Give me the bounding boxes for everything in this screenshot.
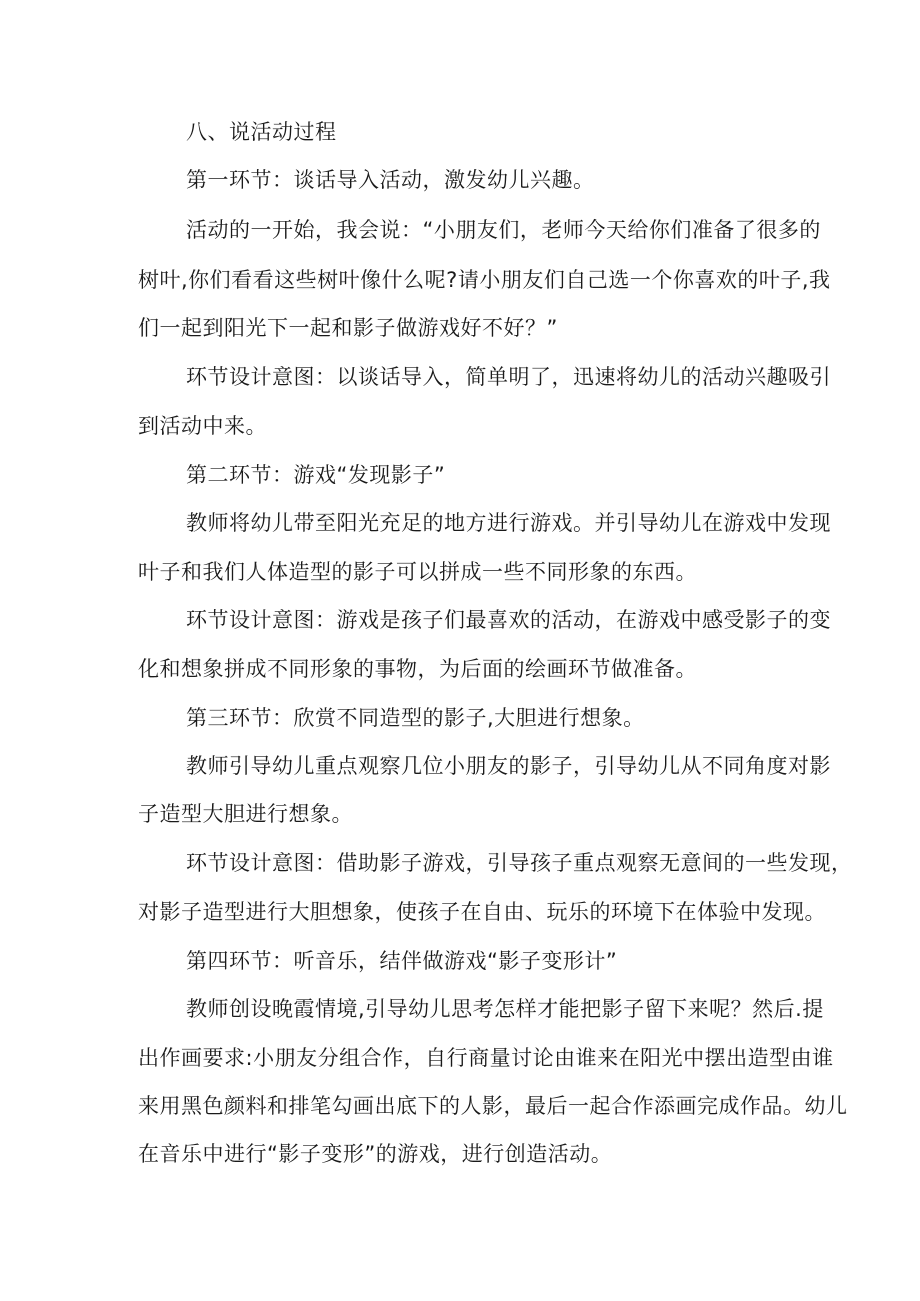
paragraph-line: 树叶,你们看看这些树叶像什么呢?请小朋友们自己选一个你喜欢的叶子,我 bbox=[138, 268, 831, 292]
paragraph-line: 环节设计意图：游戏是孩子们最喜欢的活动，在游戏中感受影子的变 bbox=[186, 608, 831, 632]
paragraph-line: 教师将幼儿带至阳光充足的地方进行游戏。并引导幼儿在游戏中发现 bbox=[186, 511, 831, 535]
paragraph-line: 叶子和我们人体造型的影子可以拼成一些不同形象的东西。 bbox=[138, 560, 697, 584]
paragraph-line: 环节设计意图：借助影子游戏，引导孩子重点观察无意间的一些发现， bbox=[186, 851, 853, 875]
section-heading: 八、说活动过程 bbox=[186, 120, 337, 144]
step-three-heading: 第三环节：欣赏不同造型的影子,大胆进行想象。 bbox=[186, 706, 645, 730]
paragraph-line: 子造型大胆进行想象。 bbox=[138, 802, 353, 826]
paragraph-line: 对影子造型进行大胆想象，使孩子在自由、玩乐的环境下在体验中发现。 bbox=[138, 900, 826, 924]
paragraph-line: 们一起到阳光下一起和影子做游戏好不好？” bbox=[138, 316, 558, 340]
step-one-heading: 第一环节：谈话导入活动，激发幼儿兴趣。 bbox=[186, 168, 595, 192]
paragraph-line: 化和想象拼成不同形象的事物，为后面的绘画环节做准备。 bbox=[138, 657, 697, 681]
paragraph-line: 在音乐中进行“影子变形”的游戏，进行创造活动。 bbox=[138, 1142, 613, 1166]
step-four-heading: 第四环节：听音乐，结伴做游戏“影子变形计” bbox=[186, 949, 618, 973]
paragraph-line: 教师引导幼儿重点观察几位小朋友的影子，引导幼儿从不同角度对影 bbox=[186, 754, 831, 778]
paragraph-line: 来用黑色颜料和排笔勾画出底下的人影，最后一起合作添画完成作品。幼儿 bbox=[138, 1094, 848, 1118]
paragraph-line: 到活动中来。 bbox=[138, 414, 267, 438]
paragraph-line: 教师创设晚霞情境,引导幼儿思考怎样才能把影子留下来呢？然后.提 bbox=[186, 997, 824, 1021]
step-two-heading: 第二环节：游戏“发现影子” bbox=[186, 463, 446, 487]
paragraph-line: 活动的一开始，我会说：“小朋友们，老师今天给你们准备了很多的 bbox=[186, 218, 821, 242]
paragraph-line: 环节设计意图：以谈话导入，简单明了，迅速将幼儿的活动兴趣吸引 bbox=[186, 365, 831, 389]
paragraph-line: 出作画要求:小朋友分组合作，自行商量讨论由谁来在阳光中摆出造型由谁 bbox=[138, 1046, 834, 1070]
